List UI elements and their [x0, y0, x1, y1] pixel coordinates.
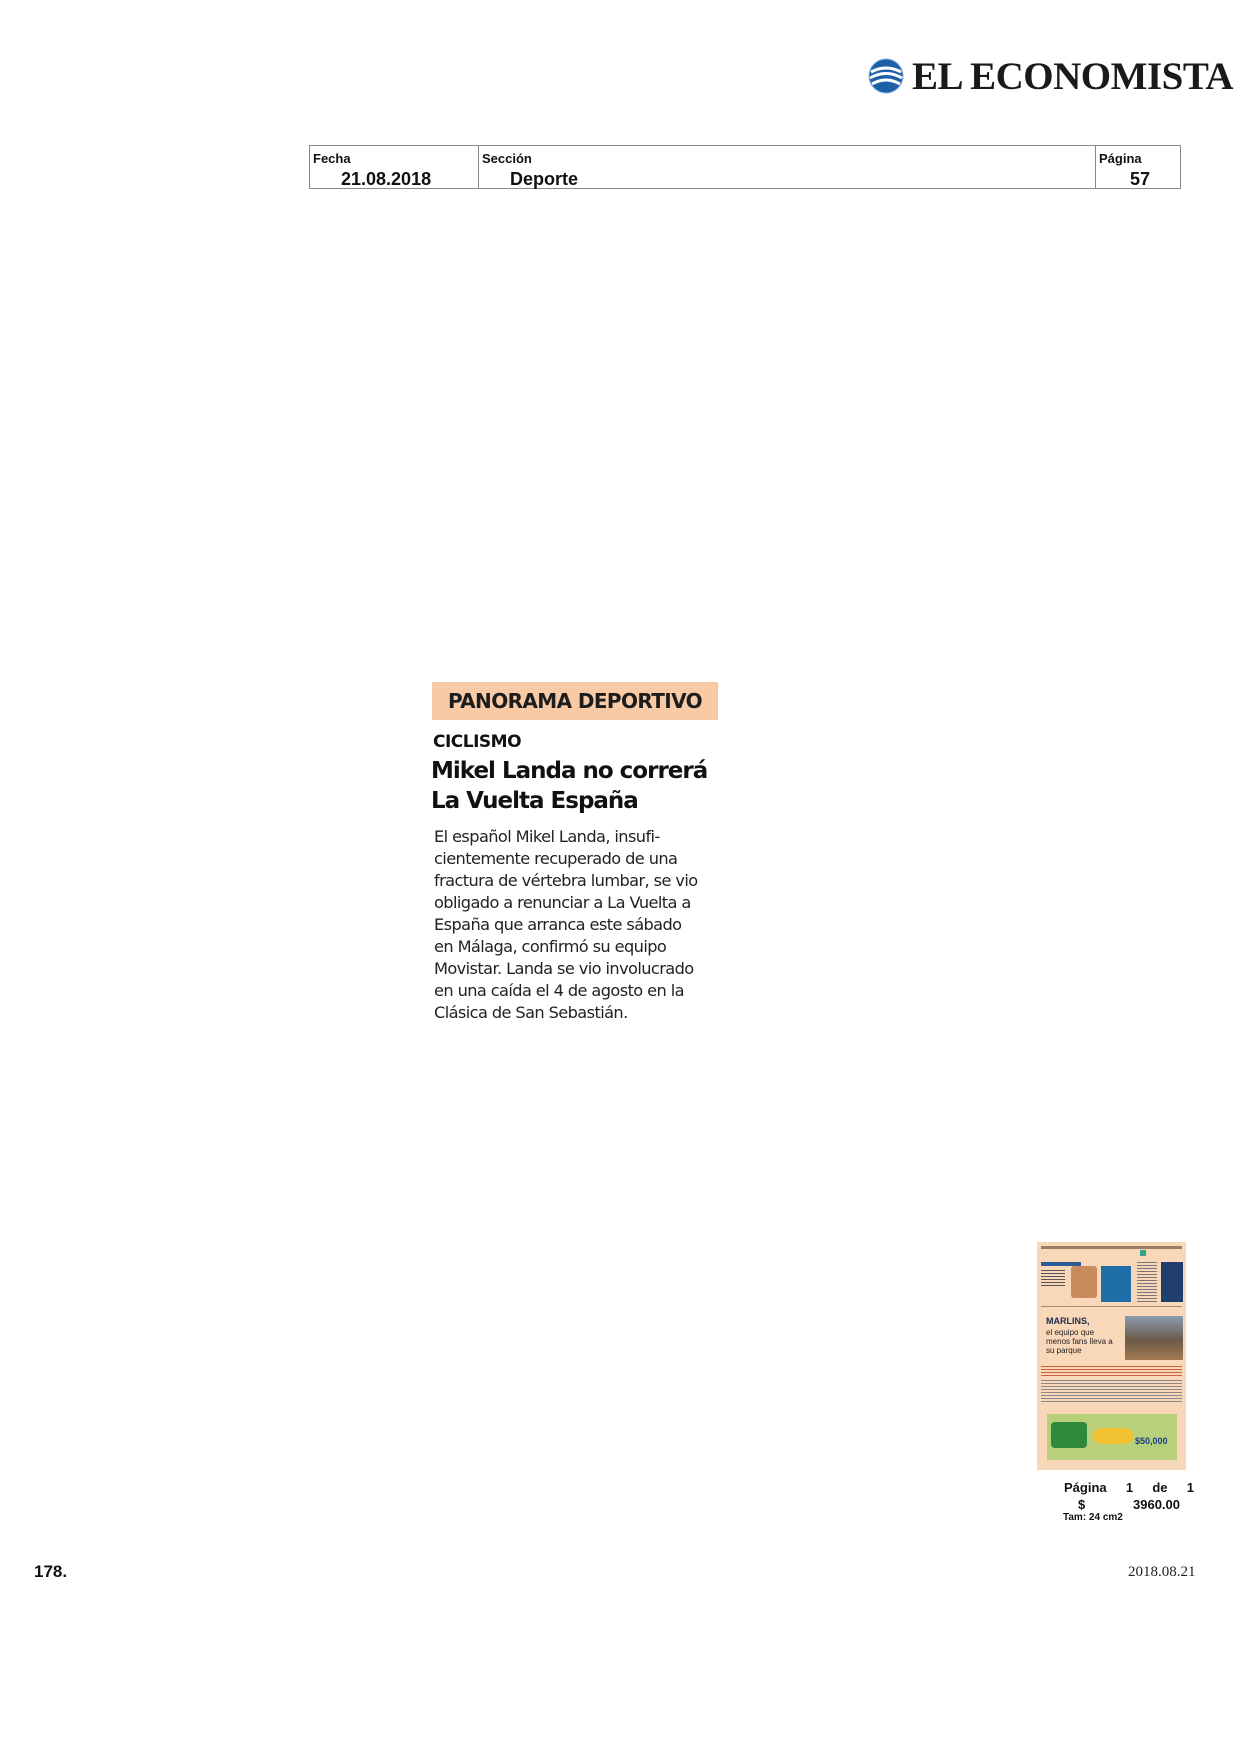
currency-symbol: $ [1078, 1497, 1086, 1512]
article-body [434, 826, 704, 1024]
logo-text: EL ECONOMISTA [912, 54, 1234, 98]
seccion-value: Deporte [510, 169, 579, 189]
body-line: obligado a renunciar a La Vuelta a [434, 893, 691, 912]
pagina-label: Página [1099, 151, 1142, 166]
footer-number: 178. [34, 1562, 68, 1581]
page-info-label: Página [1064, 1480, 1107, 1495]
cost-row [1078, 1497, 1180, 1512]
body-line: El español Mikel Landa, insufi- [434, 827, 660, 846]
footer-date: 2018.08.21 [1128, 1564, 1196, 1580]
clipping-header-table [309, 145, 1181, 189]
pagina-value: 57 [1130, 169, 1151, 189]
thumbnail-caption: MARLINS, [1046, 1316, 1090, 1326]
fecha-value: 21.08.2018 [341, 169, 432, 189]
thumbnail-amount: $50,000 [1135, 1436, 1168, 1446]
page-current: 1 [1125, 1480, 1134, 1495]
seccion-label: Sección [482, 151, 532, 166]
article-kicker: CICLISMO [433, 732, 522, 752]
body-line: España que arranca este sábado [434, 915, 682, 934]
page-de-label: de [1152, 1480, 1168, 1495]
body-line: Clásica de San Sebastián. [434, 1003, 628, 1022]
fecha-cell [310, 146, 479, 188]
seccion-cell [479, 146, 1096, 188]
page-total: 1 [1186, 1480, 1194, 1495]
section-banner [432, 682, 718, 720]
globe-logo-icon [868, 58, 904, 94]
body-line: Movistar. Landa se vio involucrado [434, 959, 694, 978]
cost-amount: 3960.00 [1133, 1497, 1180, 1512]
pagina-cell [1096, 146, 1180, 188]
article-headline [431, 756, 731, 816]
headline-line: Mikel Landa no correrá [431, 758, 708, 784]
headline-line: La Vuelta España [431, 788, 638, 814]
banner-text: PANORAMA DEPORTIVO [447, 689, 703, 713]
thumbnail-subcaption: el equipo que menos fans lleva a su parque [1046, 1328, 1113, 1355]
body-line: fractura de vértebra lumbar, se vio [434, 871, 698, 890]
fecha-label: Fecha [313, 151, 351, 166]
size-info: Tam: 24 cm2 [1063, 1512, 1123, 1523]
body-line: cientemente recuperado de una [434, 849, 678, 868]
body-line: en Málaga, confirmó su equipo [434, 937, 667, 956]
el-economista-logo [868, 52, 1233, 100]
body-line: en una caída el 4 de agosto en la [434, 981, 684, 1000]
page-info [1064, 1480, 1194, 1495]
